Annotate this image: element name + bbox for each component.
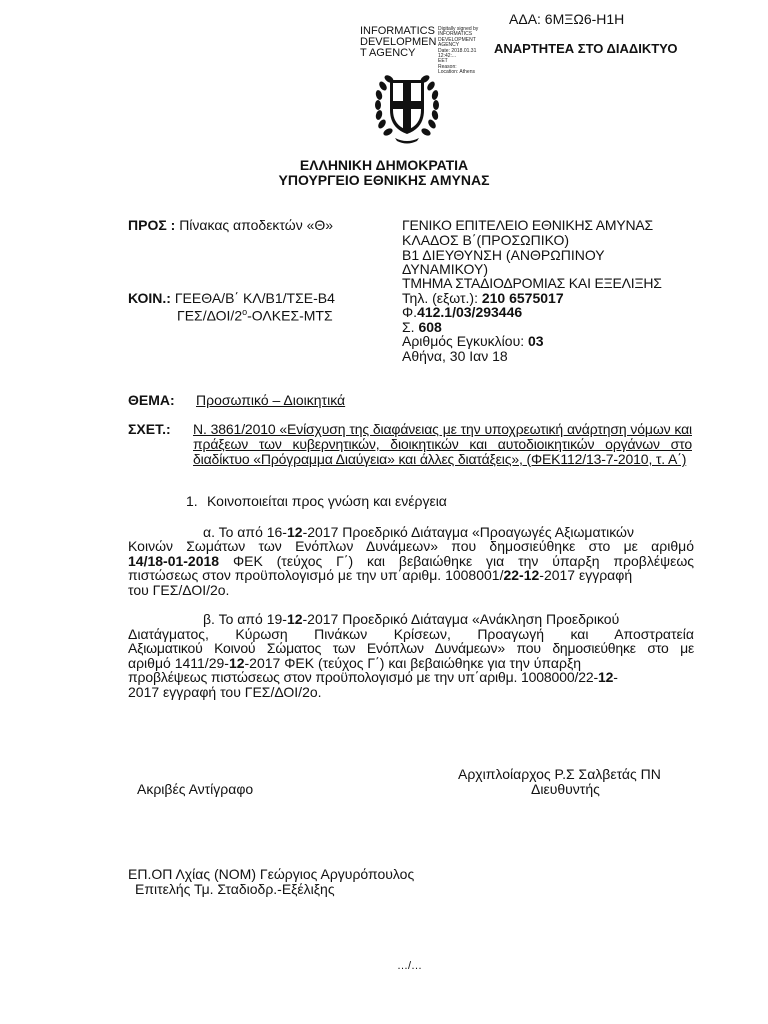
item-number: 1. <box>186 493 198 509</box>
paragraph-line: Αξιωματικού Κοινού Σώματος των Ενόπλων Δυνάμεων» που δημοσιεύθηκε στο με <box>128 640 694 656</box>
signature-metadata: Digitally signed by INFORMATICS DEVELOPMENT AGENCY Date: 2018.01.31 12:42:... EET Reason: Location: Athens <box>438 26 479 76</box>
paragraph-line: 14/18-01-2018 ΦΕΚ (τεύχος Γ΄) και βεβαιώθηκε για την ύπαρξη προβλέψεως <box>128 553 694 569</box>
to-label: ΠΡΟΣ : <box>128 217 176 233</box>
cc-value-line2: ΓΕΣ/$\Delta OI/2^o-O\Lambda KE\Sigma$-ΜΤΣ <box>177 307 333 324</box>
sender-line: ΤΜΗΜΑ ΣΤΑΔΙΟΔΡΟΜΙΑΣ ΚΑΙ ΕΞΕΛΙΞΗΣ <box>402 275 662 291</box>
sender-circular-number: Αριθμός Εγκυκλίου: 03 <box>402 333 544 349</box>
copy-officer-name: ΕΠ.ΟΠ Λχίας (ΝΟΜ) Γεώργιος Αργυρόπουλος <box>128 866 415 882</box>
paragraph-line: α. Το από 16-12-2017 Προεδρικό Διάταγμα «Προαγωγές Αξιωματικών <box>203 524 634 540</box>
paragraph-line: αριθμό 1411/29-12-2017 ΦΕΚ (τεύχος Γ΄) και βεβαιώθηκε για την ύπαρξη <box>128 655 581 671</box>
sender-line: ΓΕΝΙΚΟ ΕΠΙΤΕΛΕΙΟ ΕΘΝΙΚΗΣ ΑΜΥΝΑΣ <box>402 217 654 233</box>
issuer-country: ΕΛΛΗΝΙΚΗ ΔΗΜΟΚΡΑΤΙΑ <box>299 157 469 173</box>
paragraph-line: Κοινών Σωμάτων των Ενόπλων Δυνάμεων» που δημοσιεύθηκε στο με αριθμό <box>128 538 694 554</box>
subject-label: ΘΕΜΑ: <box>128 392 175 408</box>
ada-code: ΑΔΑ: 6ΜΞΩ6-Η1Η <box>509 11 625 27</box>
signature-organization: INFORMATICS DEVELOPMEN T AGENCY <box>360 25 437 59</box>
digital-signature-stamp <box>360 25 490 76</box>
paragraph-line: πιστώσεως στον προϋπολογισμό με την υπ΄αριθμ. 1008001/22-12-2017 εγγραφή <box>128 567 633 583</box>
paragraph-line: β. Το από 19-12-2017 Προεδρικό Διάταγμα «Ανάκληση Προεδρικού <box>203 611 620 627</box>
place-date: Αθήνα, 30 Ιαν 18 <box>402 348 508 364</box>
cc-label: ΚΟΙΝ.: <box>128 290 171 306</box>
to-value: Πίνακας αποδεκτών «Θ» <box>179 217 334 233</box>
reference-text: Ν. 3861/2010 «Ενίσχυση της διαφάνειας με την υποχρεωτική ανάρτηση νόμων και πράξεων των κυβερνητικών, διοικητικών και αυτοδιοικητικών οργάνων στο διαδίκτυο «Πρόγραμμα Διαύγεια» και άλλες διατάξεις», (ΦΕΚ112/13-7-2010, τ. Α΄) <box>193 421 692 467</box>
paragraph-line: Διατάγματος, Κύρωση Πινάκων Κρίσεων, Προαγωγή και Αποστρατεία <box>128 626 694 642</box>
item-text: Κοινοποιείται προς γνώση και ενέργεια <box>207 493 447 509</box>
recipients-to <box>128 218 333 233</box>
subject-value: Προσωπικό – Διοικητικά <box>196 392 346 408</box>
reference-label: ΣΧΕΤ.: <box>128 421 171 437</box>
sender-line: Β1 ΔΙΕΥΘΥΝΣΗ (ΑΝΘΡΩΠΙΝΟΥ <box>402 247 605 263</box>
sender-line: ΔΥΝΑΜΙΚΟΥ) <box>402 261 488 277</box>
page-continuation-marker: …/… <box>397 960 423 972</box>
issuer-ministry: ΥΠΟΥΡΓΕΙΟ ΕΘΝΙΚΗΣ ΑΜΥΝΑΣ <box>278 172 490 188</box>
posting-notice: ΑΝΑΡΤΗΤΕΑ ΣΤΟ ΔΙΑΔΙΚΤΥΟ <box>494 41 678 56</box>
copy-officer-title: Επιτελής Τμ. Σταδιοδρ.-Εξέλιξης <box>135 881 335 897</box>
sender-phone: Τηλ. (εξωτ.): 210 6575017 <box>402 290 564 306</box>
signer-title: Διευθυντής <box>531 781 600 797</box>
true-copy-label: Ακριβές Αντίγραφο <box>137 781 254 797</box>
sender-file-number: Φ.412.1/03/293446 <box>402 304 523 320</box>
greek-coat-of-arms-icon <box>373 66 441 144</box>
paragraph-line: 2017 εγγραφή του ΓΕΣ/ΔΟΙ/2ο. <box>128 684 322 700</box>
sender-sigma: Σ. 608 <box>402 319 442 335</box>
paragraph-line: του ΓΕΣ/ΔΟΙ/2ο. <box>128 582 230 598</box>
recipients-cc <box>128 291 335 306</box>
sender-line: ΚΛΑΔΟΣ Β΄(ΠΡΟΣΩΠΙΚΟ) <box>402 232 570 248</box>
cc-value-line1: ΓΕΕΘΑ/Β΄ ΚΛ/Β1/ΤΣΕ-Β4 <box>174 290 335 306</box>
signer-name: Αρχιπλοίαρχος Ρ.Σ Σαλβετάς ΠΝ <box>458 766 661 782</box>
paragraph-line: προβλέψεως πιστώσεως στον προϋπολογισμό με την υπ΄αριθμ. 1008000/22-12- <box>128 669 618 685</box>
